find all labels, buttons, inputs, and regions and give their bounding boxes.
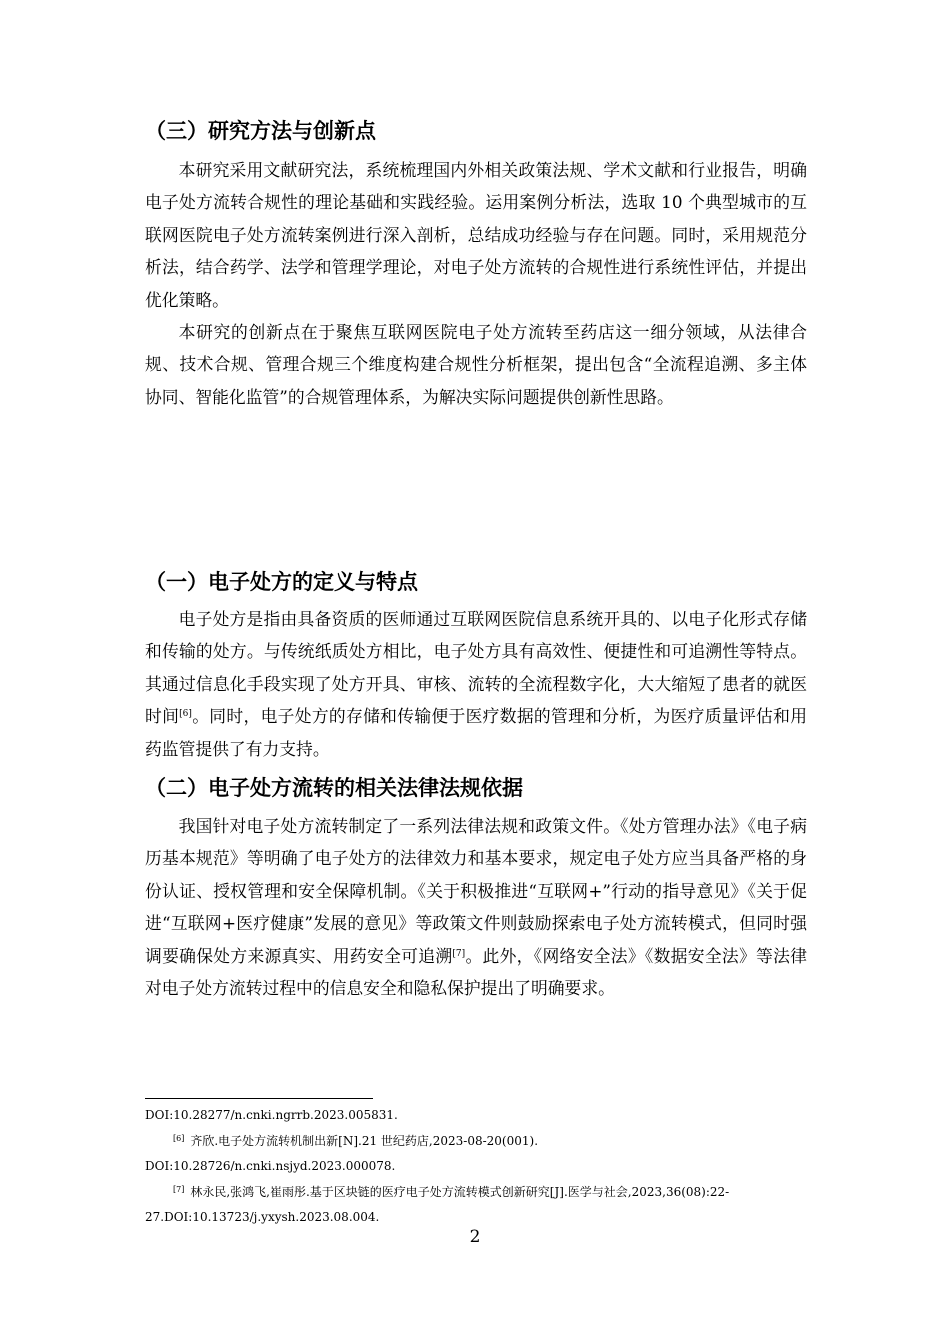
footnote-divider xyxy=(145,1098,373,1099)
footnote-mark: [6] xyxy=(173,1134,185,1143)
paragraph-text: 我国针对电子处方流转制定了一系列法律法规和政策文件。《处方管理办法》《电子病历基本规范》等明确了电子处方的法律效力和基本要求，规定电子处方应当具备严格的身份认证、授权管理和安全保障机制。《关于积极推进“互联网+”行动的指导意见》《关于促进“互联网+医疗健康”发展的意见》等政策文件则鼓励探索电子处方流转模式，但同时强调要确保处方来源真实、用药安全可追溯 xyxy=(145,816,807,966)
citation-ref: [6] xyxy=(179,709,192,720)
footnote-7-continued: 27.DOI:10.13723/j.yxysh.2023.08.004. xyxy=(145,1210,380,1224)
paragraph-text: 电子处方是指由具备资质的医师通过互联网医院信息系统开具的、以电子化形式存储和传输的处方。与传统纸质处方相比，电子处方具有高效性、便捷性和可追溯性等特点。其通过信息化手段实现了处方开具、审核、流转的全流程数字化，大大缩短了患者的就医时间 xyxy=(145,609,807,727)
citation-ref: [7] xyxy=(452,948,466,959)
paragraph-definition xyxy=(145,603,807,765)
section-heading-laws: （二）电子处方流转的相关法律法规依据 xyxy=(145,776,523,800)
paragraph-methods: 本研究采用文献研究法，系统梳理国内外相关政策法规、学术文献和行业报告，明确电子处方流转合规性的理论基础和实践经验。运用案例分析法，选取 10 个典型城市的互联网医院电子处方流转案例进行深入剖析，总结成功经验与存在问题。同时，采用规范分析法，结合药学、法学和管理学理论，对电子处方流转的合规性进行系统性评估，并提出优化策略。 xyxy=(145,160,807,310)
paragraph-text: 。此外，《网络安全法》《数据安全法》等法律对电子处方流转过程中的信息安全和隐私保护提出了明确要求。 xyxy=(145,945,807,999)
footnote-doi-continued: DOI:10.28277/n.cnki.ngrrb.2023.005831. xyxy=(145,1108,398,1122)
footnote-6-doi: DOI:10.28726/n.cnki.nsjyd.2023.000078. xyxy=(145,1159,396,1173)
page-number: 2 xyxy=(469,1227,481,1247)
paragraph-text: 。同时，电子处方的存储和传输便于医疗数据的管理和分析，为医疗质量评估和用药监管提供了有力支持。 xyxy=(145,706,807,759)
footnote-7 xyxy=(145,1184,810,1201)
paragraph-innovation: 本研究的创新点在于聚焦互联网医院电子处方流转至药店这一细分领域，从法律合规、技术合规、管理合规三个维度构建合规性分析框架，提出包含“全流程追溯、多主体协同、智能化监管”的合规管理体系，为解决实际问题提供创新性思路。 xyxy=(145,322,807,407)
footnote-text: 林永民,张鸿飞,崔雨彤.基于区块链的医疗电子处方流转模式创新研究[J].医学与社会,2023,36(08):22- xyxy=(190,1185,730,1199)
paragraph-laws xyxy=(145,810,807,1004)
footnote-text: 齐欣.电子处方流转机制出新[N].21 世纪药店,2023-08-20(001). xyxy=(190,1134,539,1148)
footnote-mark: [7] xyxy=(173,1185,185,1194)
section-heading-methods: （三）研究方法与创新点 xyxy=(145,119,376,143)
section-heading-definition: （一）电子处方的定义与特点 xyxy=(145,570,418,594)
footnote-6 xyxy=(145,1133,810,1150)
